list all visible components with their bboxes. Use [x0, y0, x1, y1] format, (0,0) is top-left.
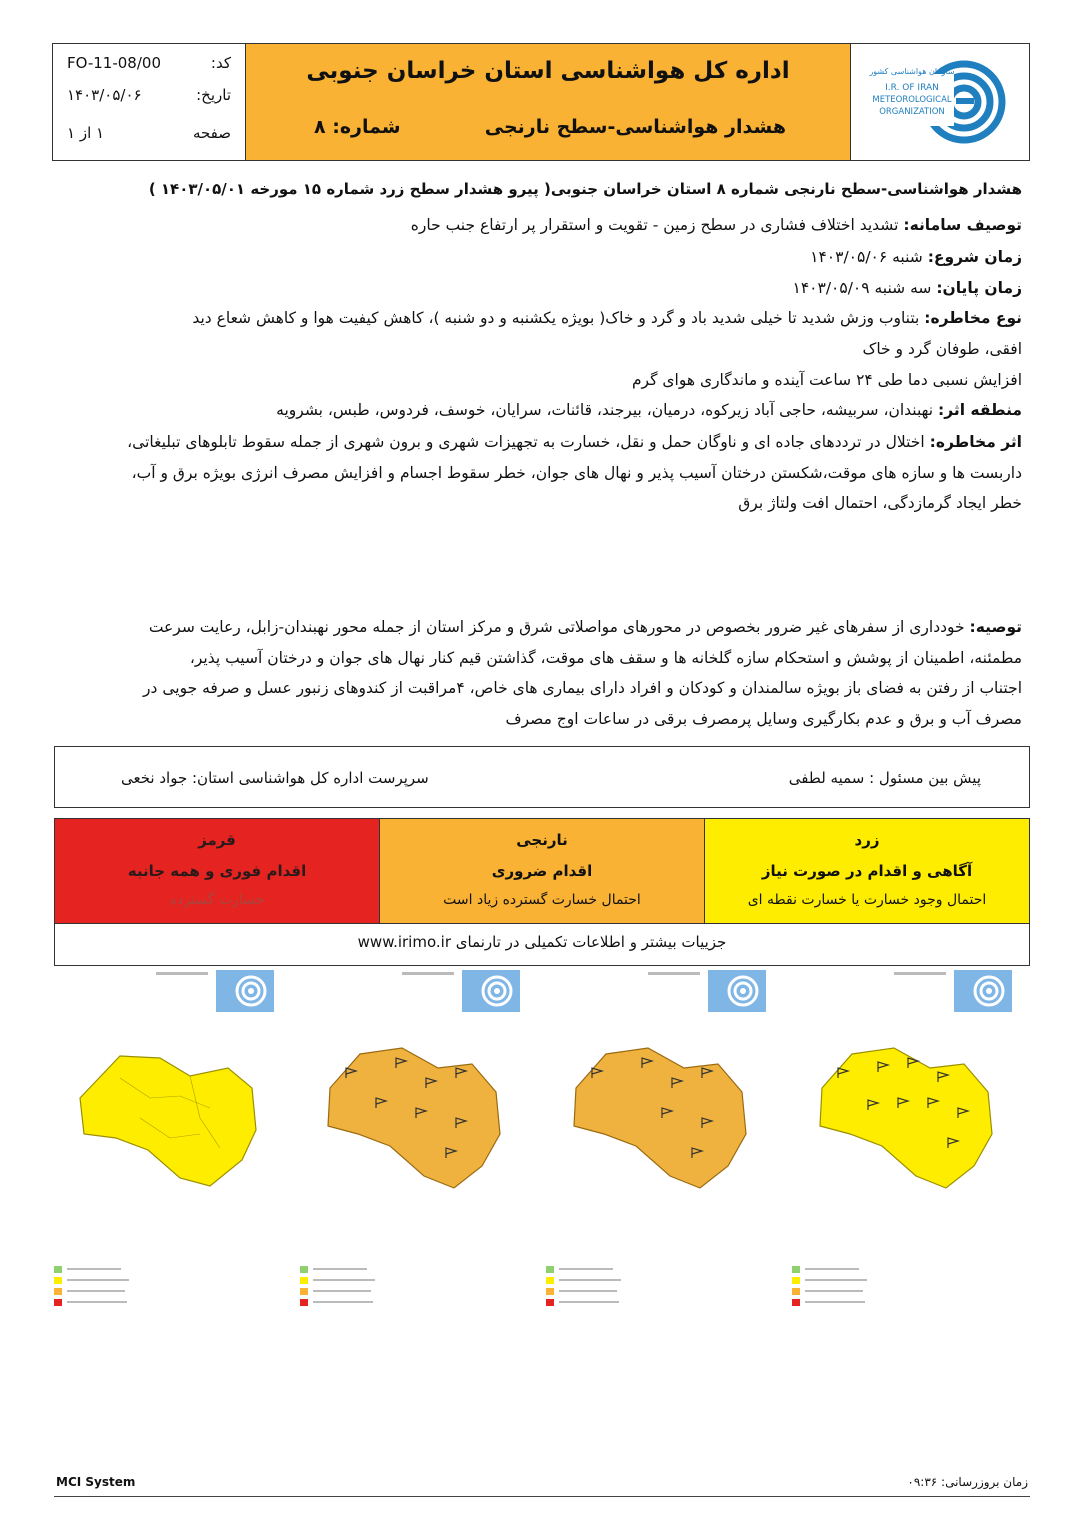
advice-line-3 [143, 679, 1022, 697]
system-line [411, 216, 1022, 234]
hazard-text-2: افقی، طوفان گرد و خاک [862, 340, 1022, 358]
map-key-4 [792, 1264, 932, 1308]
hazard-line-3 [632, 371, 1022, 389]
footer-divider [54, 1496, 1030, 1497]
region-label: منطقه اثر: [938, 401, 1022, 419]
forecaster-signature: پیش بین مسئول : سمیه لطفی [788, 769, 981, 787]
footer-update-time: زمان بروزرسانی: ۰۹:۳۶ [907, 1475, 1028, 1489]
system-label: توصیف سامانه: [903, 216, 1022, 234]
hazard-text-1: بتناوب وزش شدید تا خیلی شدید باد و گرد و خاک( بویژه یکشنبه و دو شنبه )، کاهش کیفیت هوا و کاهش شعاع دید [192, 309, 920, 327]
logo-text-3: ORGANIZATION [879, 107, 945, 117]
irimo-logo-icon [860, 52, 1020, 152]
region-text: نهبندان، سربیشه، حاجی آباد زیرکوه، درمیان، بیرجند، قائنات، سرایان، خوسف، فردوس، طبس، بشرویه [276, 401, 934, 419]
hazard-line-2 [862, 340, 1022, 358]
advice-text-4: مصرف آب و برق و عدم بکارگیری وسایل پرمصرف برقی در ساعات اوج مصرف [505, 710, 1022, 728]
logo-text-top: سازمان هواشناسی کشور [869, 67, 955, 76]
impact-label: اثر مخاطره: [929, 433, 1022, 451]
legend-red-desc: خسارت گسترده [169, 892, 265, 908]
map-panel-4 [786, 968, 1026, 1308]
end-line [793, 279, 1022, 297]
legend-yellow [705, 819, 1029, 923]
map-caption-bar [402, 972, 454, 975]
org-title: اداره کل هواشناسی استان خراسان جنوبی [306, 58, 790, 84]
more-info-link[interactable]: جزییات بیشتر و اطلاعات تکمیلی در تارنمای www.irimo.ir [54, 924, 1030, 966]
map-panel-3 [540, 968, 780, 1308]
province-map-day-2 [306, 1038, 516, 1198]
page-value: ۱ از ۱ [67, 124, 105, 142]
legend-red-name: قرمز [198, 831, 236, 849]
legend-orange [379, 819, 705, 923]
legend-orange-action: اقدام ضروری [491, 862, 593, 880]
legend-yellow-action: آگاهی و اقدام در صورت نیاز [761, 862, 973, 880]
start-text: شنبه ۱۴۰۳/۰۵/۰۶ [810, 248, 923, 266]
end-label: زمان پایان: [936, 279, 1022, 297]
legend-yellow-desc: احتمال وجود خسارت یا خسارت نقطه ای [747, 892, 987, 908]
code-row [67, 54, 231, 72]
province-map-day-4 [798, 1038, 1008, 1198]
date-value: ۱۴۰۳/۰۵/۰۶ [67, 86, 142, 104]
map-key-3 [546, 1264, 686, 1308]
logo-text-2: METEOROLOGICAL [872, 95, 952, 105]
start-label: زمان شروع: [927, 248, 1022, 266]
date-label: تاریخ: [196, 86, 231, 104]
province-map-day-3 [552, 1038, 762, 1198]
map-caption-bar [648, 972, 700, 975]
map-key-1 [54, 1264, 194, 1308]
impact-text-3: خطر ایجاد گرمازدگی، احتمال افت ولتاژ برق [738, 494, 1022, 512]
irimo-mini-logo-icon [708, 970, 766, 1012]
end-text: سه شنبه ۱۴۰۳/۰۵/۰۹ [792, 279, 932, 297]
impact-text-1: اختلال در ترددهای جاده ای و ناوگان حمل و نقل، خسارت به تجهیزات شهری و برون شهری از جمله سقوط تابلوهای تبلیغاتی، [127, 433, 925, 451]
impact-line-3 [738, 494, 1022, 512]
legend-red [55, 819, 379, 923]
map-panel-2 [294, 968, 534, 1308]
start-line [810, 248, 1022, 266]
hazard-text-3: افزایش نسبی دما طی ۲۴ ساعت آینده و ماندگاری هوای گرم [631, 371, 1022, 389]
code-label: کد: [210, 54, 231, 72]
impact-text-2: داربست ها و سازه های موقت،شکستن درختان آسیب پذیر و نهال های جوان، خطر سقوط اجسام و افزایش مصرف انرژی بویژه برق و آب، [131, 464, 1022, 482]
advice-line-2 [190, 649, 1022, 667]
map-caption-bar [894, 972, 946, 975]
legend-orange-name: نارنجی [516, 831, 568, 849]
director-signature: سرپرست اداره کل هواشناسی استان: جواد نخعی [121, 769, 429, 787]
document-header [52, 43, 1030, 161]
advice-label: توصیه: [969, 618, 1022, 636]
irimo-mini-logo-icon [462, 970, 520, 1012]
irimo-logo [851, 44, 1029, 160]
page-row [67, 124, 231, 142]
legend-yellow-name: زرد [854, 831, 880, 849]
hazard-line-1 [192, 309, 1022, 327]
region-line [276, 401, 1022, 419]
province-map-day-1 [60, 1038, 270, 1198]
impact-line-2 [132, 464, 1022, 482]
map-key-2 [300, 1264, 440, 1308]
page-label: صفحه [192, 124, 231, 142]
signature-box [54, 746, 1030, 808]
map-panel-1 [48, 968, 288, 1308]
advice-text-3: اجتناب از رفتن به فضای باز بویژه سالمندان و کودکان و افراد دارای بیماری های خاص، ۴مراقبت از کندوهای زنبور عسل و صرفه جویی در [143, 679, 1022, 697]
warning-level-legend [54, 818, 1030, 924]
date-row [67, 86, 231, 104]
document-meta [53, 44, 245, 160]
irimo-mini-logo-icon [216, 970, 274, 1012]
legend-red-action: اقدام فوری و همه جانبه [127, 862, 307, 880]
advice-text-1: خودداری از سفرهای غیر ضرور بخصوص در محورهای مواصلاتی شرق و مرکز استان از جمله محور نهبندان-زابل، رعایت سرعت [148, 618, 965, 636]
code-value: FO-11-08/00 [67, 54, 161, 72]
warning-subtitle: هشدار هواشناسی-سطح نارنجی [484, 116, 786, 138]
legend-orange-desc: احتمال خسارت گسترده زیاد است [443, 892, 641, 908]
logo-text-1: I.R. OF IRAN [885, 83, 939, 93]
warning-headline: هشدار هواشناسی-سطح نارنجی شماره ۸ استان خراسان جنوبی( پیرو هشدار سطح زرد شماره ۱۵ مورخه ۱۴۰۳/۰۵/۰۱ ) [148, 180, 1022, 198]
map-caption-bar [156, 972, 208, 975]
footer-system: MCI System [56, 1475, 136, 1489]
advice-line-1 [149, 618, 1022, 636]
advice-text-2: مطمئنه، اطمینان از پوشش و استحکام سازه گلخانه ها و سقف های موقت، گذاشتن قیم کنار نهال های جوان و درختان آسیب پذیر، [189, 649, 1022, 667]
impact-line-1 [127, 433, 1022, 451]
irimo-mini-logo-icon [954, 970, 1012, 1012]
warning-number: شماره: ۸ [314, 116, 401, 138]
system-text: تشدید اختلاف فشاری در سطح زمین - تقویت و استقرار پر ارتفاع جنب حاره [410, 216, 899, 234]
advice-line-4 [506, 710, 1022, 728]
header-title-panel [245, 44, 851, 160]
hazard-label: نوع مخاطره: [924, 309, 1022, 327]
